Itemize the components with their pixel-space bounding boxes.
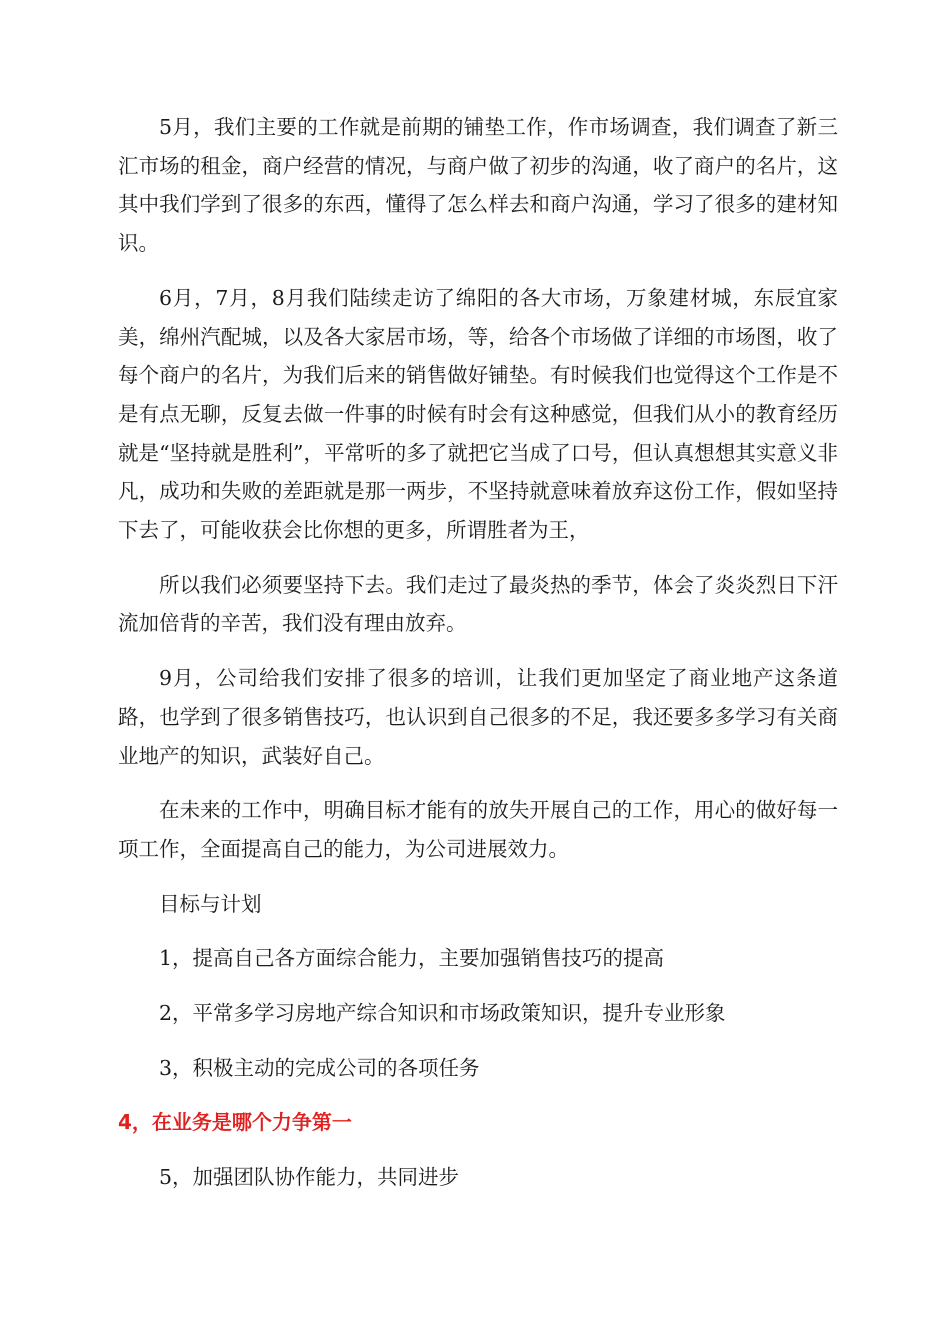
paragraph-september: 9月，公司给我们安排了很多的培训，让我们更加坚定了商业地产这条道路，也学到了很多销售技巧，也认识到自己很多的不足，我还要多多学习有关商业地产的知识，武装好自己。 <box>118 666 838 768</box>
plan-item-1: 1，提高自己各方面综合能力，主要加强销售技巧的提高 <box>159 946 665 971</box>
plan-item-5: 5，加强团队协作能力，共同进步 <box>159 1165 460 1190</box>
paragraph-may: 5月，我们主要的工作就是前期的铺垫工作，作市场调查，我们调查了新三汇市场的租金，商户经营的情况，与商户做了初步的沟通，收了商户的名片，这其中我们学到了很多的东西，懂得了怎么样去和商户沟通，学习了很多的建材知识。 <box>118 115 838 256</box>
paragraph-future: 在未来的工作中，明确目标才能有的放失开展自己的工作，用心的做好每一项工作，全面提高自己的能力，为公司进展效力。 <box>118 798 838 861</box>
plan-item-4-highlight: 4，在业务是哪个力争第一 <box>118 1110 352 1135</box>
plan-item-2: 2，平常多学习房地产综合知识和市场政策知识，提升专业形象 <box>159 1001 726 1026</box>
document-body <box>118 108 838 1213</box>
plan-item-3: 3，积极主动的完成公司的各项任务 <box>159 1055 480 1080</box>
paragraph-persist: 所以我们必须要坚持下去。我们走过了最炎热的季节，体会了炎炎烈日下汗流加倍背的辛苦，我们没有理由放弃。 <box>118 572 838 636</box>
paragraph-june-august: 6月，7月，8月我们陆续走访了绵阳的各大市场，万象建材城，东辰宜家美，绵州汽配城，以及各大家居市场，等，给各个市场做了详细的市场图，收了每个商户的名片，为我们后来的销售做好铺垫。有时候我们也觉得这个工作是不是有点无聊，反复去做一件事的时候有时会有这种感觉，但我们从小的教育经历就是“坚持就是胜利”，平常听的多了就把它当成了口号，但认真想想其实意义非凡，成功和失败的差距就是那一两步，不坚持就意味着放弃这份工作，假如坚持下去了，可能收获会比你想的更多，所谓胜者为王， <box>118 285 838 543</box>
plan-heading: 目标与计划 <box>159 891 262 916</box>
